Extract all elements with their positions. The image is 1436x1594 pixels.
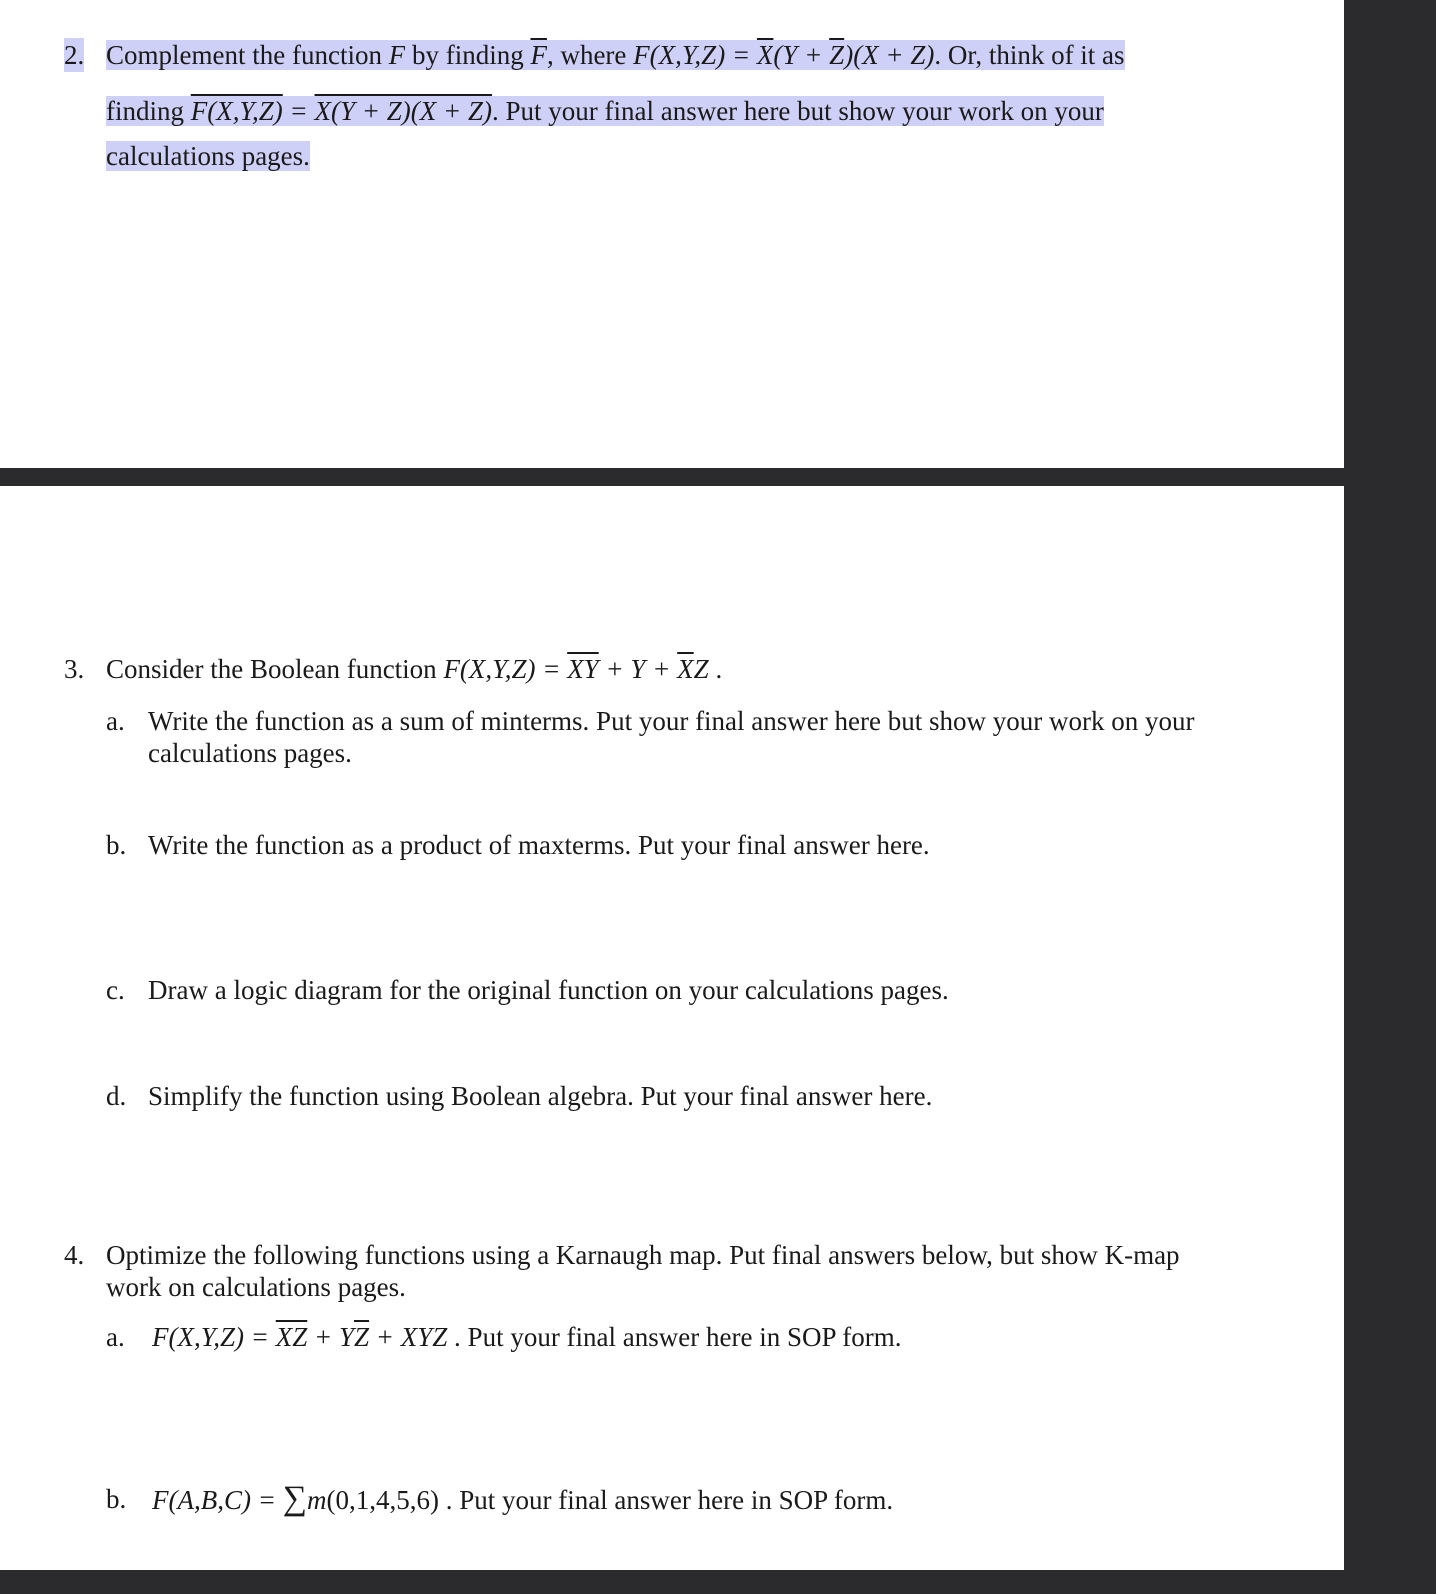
q3-a-line2: calculations pages. — [148, 738, 352, 768]
q3-b-text: Write the function as a product of maxterms. Put your final answer here. — [148, 830, 930, 860]
q3-c-text: Draw a logic diagram for the original function on your calculations pages. — [148, 975, 949, 1005]
q2-line-1 — [106, 38, 1125, 72]
q2-finding: finding — [106, 96, 191, 126]
q4-a-plus2: + XYZ — [369, 1322, 448, 1352]
q2-term1-close: ) — [844, 40, 854, 70]
q2-put-final: . Put your final answer here but show your work on your — [491, 96, 1104, 126]
q2-by-finding: by finding — [405, 40, 531, 70]
q2-term2: (X + Z) — [853, 40, 935, 70]
document-page-1 — [0, 0, 1344, 468]
q3-c-label: c. — [106, 975, 125, 1005]
q4-a-lhs: F(X,Y,Z) = — [152, 1322, 276, 1352]
q3-plus1: + Y + — [598, 654, 678, 684]
q4-a-plus1: + Y — [307, 1322, 355, 1352]
q4-b-sigma: ∑ — [282, 1480, 307, 1517]
q4-line2: work on calculations pages. — [106, 1272, 406, 1302]
q3-func-lhs: F(X,Y,Z) = — [443, 654, 568, 684]
q4-line1: Optimize the following functions using a Karnaugh map. Put final answers below, but show K-map — [106, 1240, 1180, 1270]
q3-intro-line — [106, 652, 722, 686]
q2-where: , where — [546, 40, 634, 70]
q3-intro: Consider the Boolean function — [106, 654, 444, 684]
q4-a-label: a. — [106, 1322, 125, 1352]
q4-a-t1: $\overline{XZ}$ — [275, 1322, 308, 1352]
q2-line-2 — [106, 94, 1104, 128]
document-page-2 — [0, 486, 1344, 1570]
q2-x-bar: $\overline{X}$ — [756, 40, 774, 70]
q2-line-3 — [106, 139, 310, 173]
q3-term-b-z: Z — [693, 654, 709, 684]
q2-number: 2. — [64, 40, 85, 70]
q3-b-label: b. — [106, 830, 127, 860]
q2-lhs-over: F(X,Y,Z) — [190, 96, 283, 126]
q4-b-line — [152, 1482, 893, 1517]
q4-b-m: m — [306, 1485, 327, 1515]
q4-a-t2z: $\overline{Z}$ — [354, 1322, 370, 1352]
q4-a-tail: . Put your final answer here in SOP form. — [447, 1322, 902, 1352]
q2-f-bar: $\overline{F}$ — [530, 40, 547, 70]
q4-b-args: (0,1,4,5,6) — [326, 1485, 439, 1515]
q2-or-text: . Or, think of it as — [934, 40, 1125, 70]
q2-eq: = — [282, 96, 315, 126]
viewer-background — [1344, 0, 1436, 1594]
q2-f: F — [388, 40, 406, 70]
q2-term1-open: (Y + — [773, 40, 830, 70]
q2-lead: Complement the function — [106, 40, 389, 70]
page-break — [0, 468, 1344, 486]
q2-function-lhs: F(X,Y,Z) = — [633, 40, 757, 70]
q4-number: 4. — [64, 1240, 85, 1270]
q3-a-line1: Write the function as a sum of minterms. Put your final answer here but show your work on your — [148, 706, 1195, 736]
q3-a-label: a. — [106, 706, 125, 736]
q2-z-bar: $\overline{Z}$ — [829, 40, 845, 70]
q3-term-a: $\overline{XY}$ — [567, 654, 599, 684]
q4-b-tail: . Put your final answer here in SOP form. — [438, 1485, 894, 1515]
q3-number: 3. — [64, 654, 85, 684]
q2-over-expr: X(Y + Z)(X + Z) — [314, 96, 492, 126]
q3-term-b: $\overline{X}$ — [677, 654, 694, 684]
q4-a-line — [152, 1320, 901, 1354]
q3-period: . — [708, 654, 723, 684]
q3-d-label: d. — [106, 1081, 127, 1111]
q2-calc-pages: calculations pages. — [106, 141, 310, 171]
q4-b-lhs: F(A,B,C) = — [152, 1485, 283, 1515]
page-bottom-gap — [0, 1570, 1344, 1594]
q4-b-label: b. — [106, 1484, 127, 1514]
q3-d-text: Simplify the function using Boolean algebra. Put your final answer here. — [148, 1081, 933, 1111]
